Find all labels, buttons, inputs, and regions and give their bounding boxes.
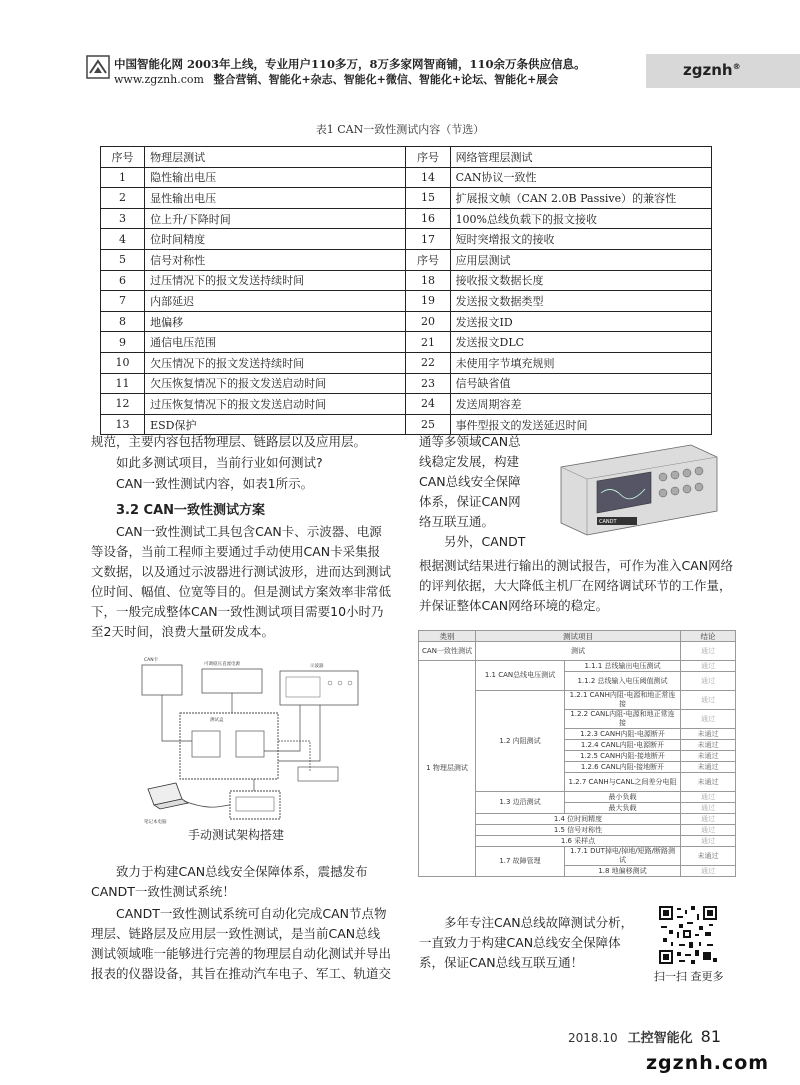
magazine-name: 工控智能化 [627,1031,693,1046]
brand-mark: ® [732,62,741,71]
figure-caption: 手动测试架构搭建 [188,828,285,842]
issue-date: 2018.10 [568,1031,618,1045]
table-cell: 15 [406,188,450,209]
para-candt: CANDT一致性测试系统可自动化完成CAN节点物 理层、链路层及应用层一致性测试，是当前CAN总线 测试领域唯一能够进行完善的物理层自动化测试并导出 报表的仪器设备，其旨在推动汽车电子、军工、轨道交 [91,906,392,981]
header-services: 整合营销、智能化+杂志、智能化+微信、智能化+论坛、智能化+展会 [213,73,559,86]
table-row [101,270,712,291]
para-release: 致力于构建CAN总线安全保障体系，震撼发布 CANDT一致性测试系统！ [91,864,368,899]
table-cell: 5 [101,249,145,270]
table-cell: 序号 [406,249,450,270]
para-question: 如此多测试项目，当前行业如何测试? [116,455,323,470]
table-cell: 7 [101,291,145,312]
table-cell: 18 [406,270,450,291]
table-cell: 位上升/下降时间 [145,208,406,229]
table-cell: 发送周期容差 [450,394,711,415]
power-supply-box [202,669,262,693]
table-cell: 20 [406,311,450,332]
section-heading: 3.2 CAN一致性测试方案 [116,503,266,518]
table-cell: 24 [406,394,450,415]
table-cell: 欠压情况下的报文发送持续时间 [145,352,406,373]
table-cell: 19 [406,291,450,312]
para-intro: 规范，主要内容包括物理层、链路层以及应用层。 [91,434,367,449]
table-cell: ESD保护 [145,414,406,435]
table-cell: 1 [101,167,145,188]
table-cell: 位时间精度 [145,229,406,250]
table-cell: 地偏移 [145,311,406,332]
table-cell: 9 [101,332,145,353]
table-cell: 2 [101,188,145,209]
table-cell: 25 [406,414,450,435]
table-cell: 通信电压范围 [145,332,406,353]
table-cell: 发送报文数据类型 [450,291,711,312]
can-card-box [142,665,182,695]
can-card-label: CAN卡 [144,658,159,663]
table-row [101,373,712,394]
table-row [101,352,712,373]
table-cell: 应用层测试 [450,249,711,270]
table-cell: 21 [406,332,450,353]
table-cell: 短时突增报文的接收 [450,229,711,250]
table-cell: 3 [101,208,145,229]
manual-test-diagram [140,651,362,833]
table-cell: 信号对称性 [145,249,406,270]
table-row [101,311,712,332]
table-cell: 11 [101,373,145,394]
page-number: 81 [700,1027,721,1046]
table-row [101,249,712,270]
table-row [101,188,712,209]
header-subline [114,71,558,87]
table-cell: 12 [101,394,145,415]
table-cell: 13 [101,414,145,435]
header-url[interactable]: www.zgznh.com [114,73,204,86]
page-footer [568,1027,721,1046]
para-manual-test: CAN一致性测试工具包含CAN卡、示波器、电源 等设备，当前工程师主要通过手动使用CAN卡采集报 文数据，以及通过示波器进行测试波形，进而达到测试 位时间、幅值、位宽等目的。但是测试方案效率非常低 下，一般完成整体CAN一致性测试项目需要10小时乃 至2天时间，浪费大量研发成本。 [91,524,392,639]
qr-code-icon[interactable] [659,906,717,964]
site-logo-icon [86,55,110,79]
header-tagline: 中国智能化网 2003年上线，专业用户110多万，8万多家网智商铺，110余万条供应信息。 [114,57,586,71]
scope-label: 示波器 [310,664,324,669]
dut-box [180,713,278,779]
table-row [101,394,712,415]
table-cell: 显性输出电压 [145,188,406,209]
power-label: 可调稳压直流电源 [204,662,240,667]
table-row [101,208,712,229]
can-test-table [100,146,712,435]
table-cell: 23 [406,373,450,394]
para-right-intro: 通等多领域CAN总 线稳定发展，构建 CAN总线安全保障 体系，保证CAN网 络互联互通。 另外，CANDT [419,434,526,549]
table-cell: 8 [101,311,145,332]
table-row [101,291,712,312]
table-cell: 物理层测试 [145,147,406,168]
table-cell: 信号缺省值 [450,373,711,394]
table-cell: 14 [406,167,450,188]
table-cell: 内部延迟 [145,291,406,312]
footer-watermark: zgznh.com [646,1052,770,1074]
table-cell: 6 [101,270,145,291]
pc-label: 笔记本电脑 [144,820,167,825]
table-cell: CAN协议一致性 [450,167,711,188]
table-cell: 欠压恢复情况下的报文发送启动时间 [145,373,406,394]
test-report-table: 类别 测试项目 结论 CAN一致性测试 测试 通过 1 物理层测试 1.1 CAN总线电压测试 1.1.1 总线输出电压测试 通过 1.1.2 总线输入电压阈值测试 通过 1.2 内阻测试 1.2.1 CANH内阻-电源和地正常连接 通过 1.2.2 CANL内阻-电源和地正常连接 通过 1.2.3 CANH内阻-电源断开 未通过 1.2.4 CANL内阻-电源断开 未通过 1.2.5 CANH内阻-接地断开 未通过 1.2.6 CANL内阻-接地断开 未通过 1.2.7 CANH与CANL之间差分电阻 未通过 1.3 边沿测试 最小负载 通过 最大负载 通过 1.4 位时间精度 通过 1.5 信号对称性 通过 1.6 采样点 通过 1.7 故障管理 1.7.1 DUT掉电/掉地/短路/断路测试 未通过 1.8 地偏移测试 通过 [418,630,736,877]
table-cell: 4 [101,229,145,250]
table-cell: 接收报文数据长度 [450,270,711,291]
table-cell: 过压情况下的报文发送持续时间 [145,270,406,291]
table-cell: 序号 [406,147,450,168]
table-cell: 过压恢复情况下的报文发送启动时间 [145,394,406,415]
table-row [101,167,712,188]
para-table-ref: CAN一致性测试内容，如表1所示。 [116,476,314,491]
qr-caption: 扫一扫 查更多 [654,970,724,983]
table-cell: 未使用字节填充规则 [450,352,711,373]
scope-box [280,671,358,705]
candt-device-image [541,437,719,537]
table-cell: 10 [101,352,145,373]
dut-label: 测试盒 [210,718,224,723]
device-label: CANDT [599,519,617,525]
table-header-row [101,147,712,168]
para-report: 根据测试结果进行输出的测试报告，可作为准入CAN网络 的评判依据，大大降低主机厂在网络调试环节的工作量， 并保证整体CAN网络环境的稳定。 [419,558,734,613]
table-cell: 序号 [101,147,145,168]
table-cell: 16 [406,208,450,229]
table-cell: 隐性输出电压 [145,167,406,188]
table-cell: 17 [406,229,450,250]
table-cell: 扩展报文帧（CAN 2.0B Passive）的兼容性 [450,188,711,209]
table-cell: 发送报文ID [450,311,711,332]
table-row [101,229,712,250]
table-row [101,332,712,353]
table-cell: 事件型报文的发送延迟时间 [450,414,711,435]
table-cell: 网络管理层测试 [450,147,711,168]
header-brand: zgznh® [683,61,741,79]
para-closing: 多年专注CAN总线故障测试分析， 一直致力于构建CAN总线安全保障体 系，保证CAN总线互联互通！ [419,915,634,970]
table-cell: 100%总线负载下的报文接收 [450,208,711,229]
table-cell: 22 [406,352,450,373]
table-cell: 发送报文DLC [450,332,711,353]
table1-caption: 表1 CAN一致性测试内容（节选） [315,123,485,136]
